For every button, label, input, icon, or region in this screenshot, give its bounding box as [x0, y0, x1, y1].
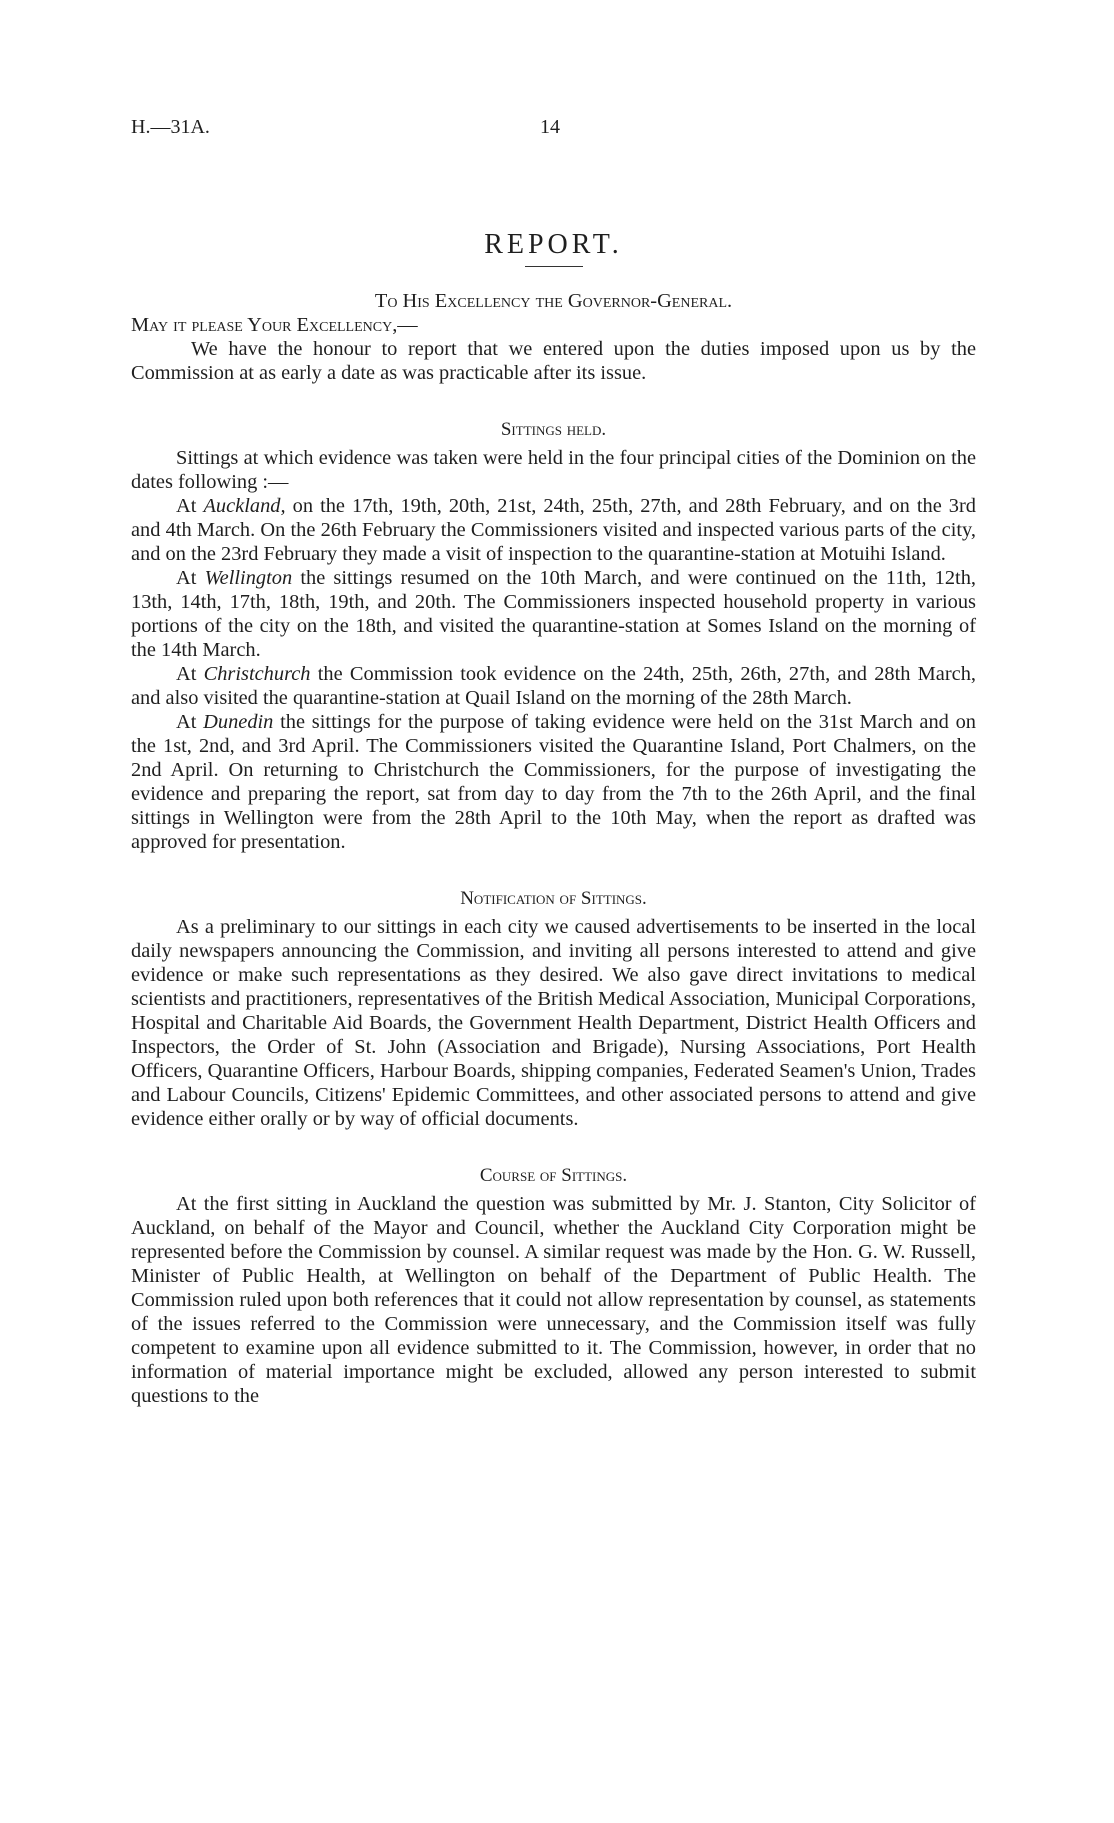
city-name-auckland: Auckland, — [203, 495, 286, 517]
auckland-paragraph: At Auckland, on the 17th, 19th, 20th, 21st, 24th, 25th, 27th, and 28th February, and on the 3rd and 4th March. On the 26th February the Commissioners visited and inspected various parts of the city, and on the 23rd February they made a visit of inspection to the quarantine-station at Motuihi Island. — [131, 495, 976, 565]
city-name-dunedin: Dunedin — [203, 711, 274, 733]
christchurch-paragraph: At Christchurch the Commission took evidence on the 24th, 25th, 26th, 27th, and 28th March, and also visited the quarantine-station at Quail Island on the morning of the 28th March. — [131, 663, 976, 709]
sittings-intro-paragraph: Sittings at which evidence was taken were held in the four principal cities of the Dominion on the dates following :— — [131, 447, 976, 493]
page-number: 14 — [540, 116, 560, 138]
sittings-held-heading: Sittings held. — [500, 419, 607, 440]
opening-paragraph: We have the honour to report that we entered upon the duties imposed upon us by the Commission at as early a date as was practicable after its issue. — [131, 338, 976, 384]
dunedin-paragraph: At Dunedin the sittings for the purpose of taking evidence were held on the 31st March and on the 1st, 2nd, and 3rd April. The Commissioners visited the Quarantine Island, Port Chalmers, on the 2nd April. On returning to Christchurch the Commissioners, for the purpose of investigating the evidence and preparing the report, sat from day to day from the 7th to the 26th April, and the final sittings in Wellington were from the 28th April to the 10th May, when the report as drafted was approved for presentation. — [131, 711, 976, 853]
course-heading: Course of Sittings. — [479, 1165, 628, 1186]
course-paragraph: At the first sitting in Auckland the question was submitted by Mr. J. Stanton, City Solicitor of Auckland, on behalf of the Mayor and Council, whether the Auckland City Corporation might be represented before the Commission by counsel. A similar request was made by the Hon. G. W. Russell, Minister of Public Health, at Wellington on behalf of the Department of Public Health. The Commission ruled upon both references that it could not allow representation by counsel, as statements of the issues referred to the Commission were unnecessary, and the Commission itself was fully competent to examine upon all evidence submitted to it. The Commission, however, in order that no information of material importance might be excluded, allowed any person interested to submit questions to the — [131, 1193, 976, 1407]
salutation: May it please Your Excellency,— — [131, 314, 418, 336]
report-body — [131, 228, 976, 1408]
notification-heading: Notification of Sittings. — [460, 888, 647, 909]
document-reference: H.—31A. — [131, 116, 210, 138]
wellington-paragraph: At Wellington the sittings resumed on the 10th March, and were continued on the 11th, 12th, 13th, 14th, 17th, 18th, 19th, and 20th. The Commissioners inspected household property in various portions of the city on the 18th, and visited the quarantine-station at Somes Island on the morning of the 14th March. — [131, 567, 976, 661]
address-line: To His Excellency the Governor-General. — [374, 290, 733, 312]
notification-paragraph: As a preliminary to our sittings in each city we caused advertisements to be inserted in the local daily newspapers announcing the Commission, and inviting all persons interested to attend and give evidence or make such representations as they desired. We also gave direct invitations to medical scientists and practitioners, representatives of the British Medical Association, Municipal Corporations, Hospital and Charitable Aid Boards, the Government Health Department, District Health Officers and Inspectors, the Order of St. John (Association and Brigade), Nursing Associations, Port Health Officers, Quarantine Officers, Harbour Boards, shipping companies, Federated Seamen's Union, Trades and Labour Councils, Citizens' Epidemic Committees, and other associated persons to attend and give evidence either orally or by way of official documents. — [131, 916, 976, 1130]
city-name-wellington: Wellington — [204, 567, 293, 589]
running-header — [131, 116, 983, 146]
report-title: REPORT. — [484, 229, 623, 260]
city-name-christchurch: Christchurch — [203, 663, 311, 685]
title-rule — [525, 266, 583, 267]
